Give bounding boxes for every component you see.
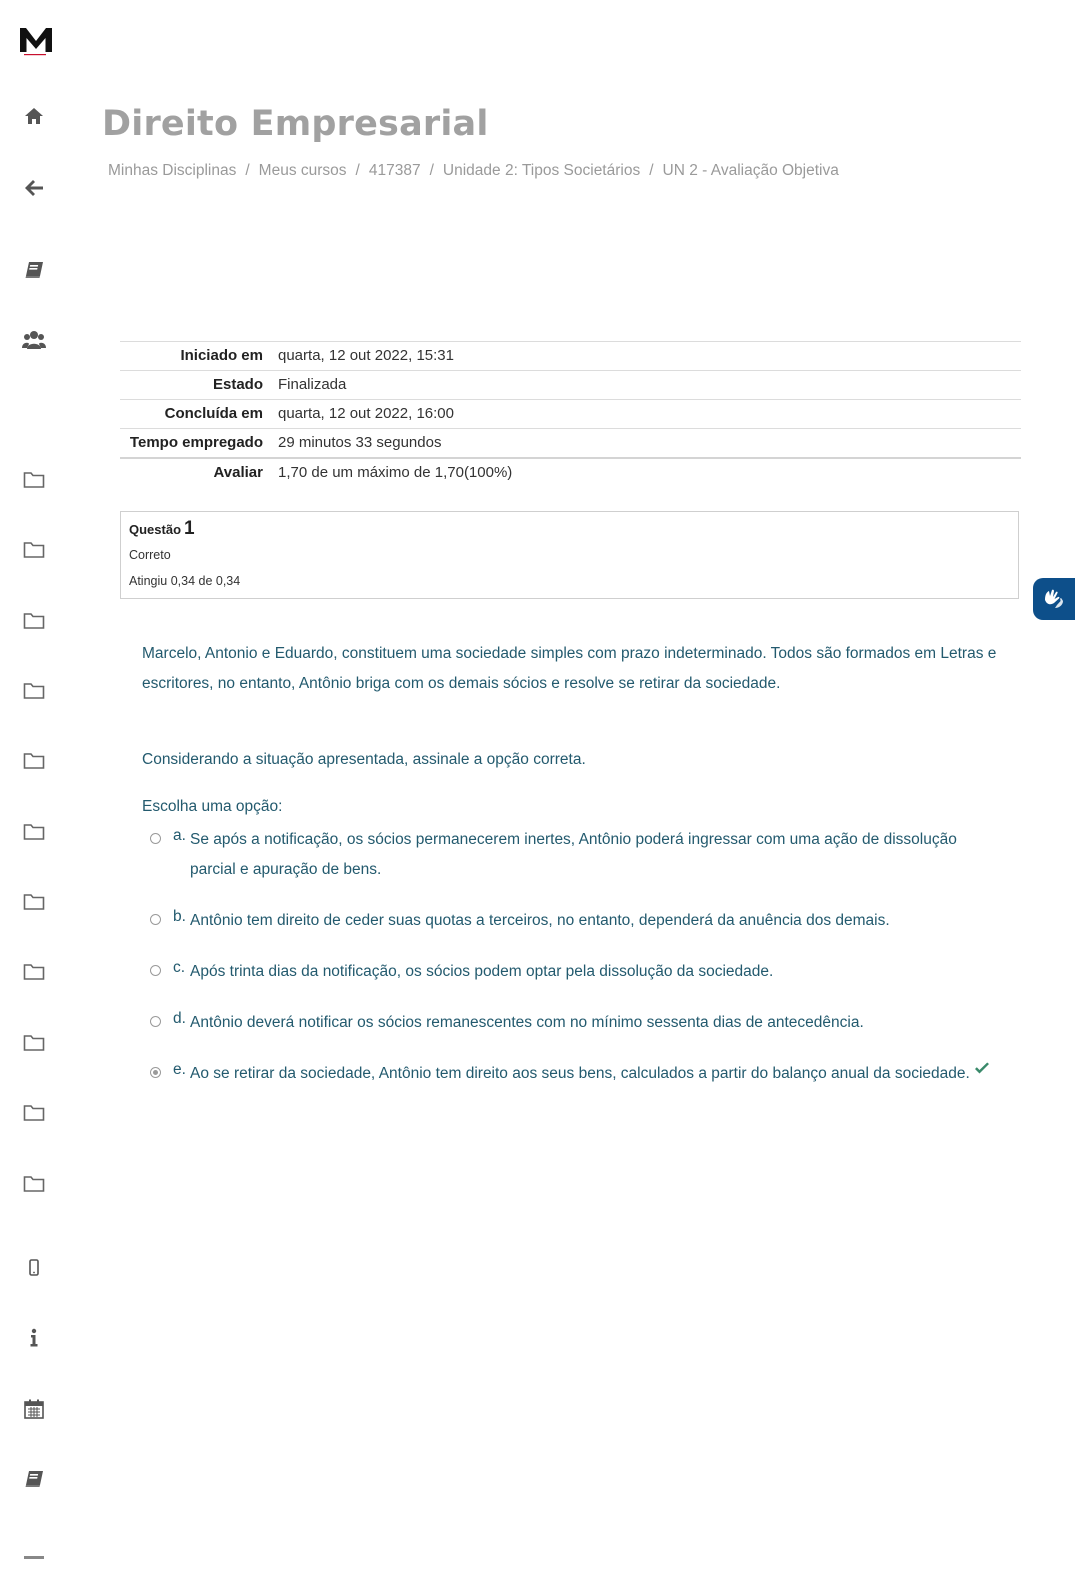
question-mark: Atingiu 0,34 de 0,34 <box>129 574 241 588</box>
breadcrumb-separator: / <box>245 162 250 179</box>
radio-button[interactable] <box>150 1016 161 1027</box>
breadcrumb-separator: / <box>355 162 360 179</box>
breadcrumb-item-minhas-disciplinas[interactable]: Minhas Disciplinas <box>108 162 237 179</box>
folder-icon[interactable] <box>22 890 46 914</box>
users-icon[interactable] <box>22 328 46 352</box>
folder-icon[interactable] <box>22 820 46 844</box>
page-title: Direito Empresarial <box>102 104 489 144</box>
option-letter: e. <box>173 1061 186 1078</box>
radio-button[interactable] <box>150 914 161 925</box>
option-text: Ao se retirar da sociedade, Antônio tem direito aos seus bens, calculados a partir do balanço anual da sociedade. <box>190 1065 970 1082</box>
answer-option-e[interactable] <box>150 1059 980 1089</box>
folder-icon[interactable] <box>22 1031 46 1055</box>
question-status: Correto <box>129 548 171 562</box>
summary-value: 29 minutos 33 segundos <box>278 429 1021 459</box>
answer-prompt: Escolha uma opção: <box>142 798 283 815</box>
summary-value: Finalizada <box>278 371 1021 400</box>
summary-label: Tempo empregado <box>120 429 278 459</box>
radio-button[interactable] <box>150 965 161 976</box>
folder-icon[interactable] <box>22 1172 46 1196</box>
accessibility-hands-icon[interactable] <box>1033 578 1075 620</box>
option-letter: c. <box>173 959 186 976</box>
folder-icon[interactable] <box>22 679 46 703</box>
radio-button-selected[interactable] <box>150 1067 161 1078</box>
folder-icon[interactable] <box>22 468 46 492</box>
breadcrumb-item-unidade[interactable]: Unidade 2: Tipos Societários <box>442 162 641 179</box>
breadcrumb-separator: / <box>429 162 434 179</box>
option-text: Após trinta dias da notificação, os sócios podem optar pela dissolução da sociedade. <box>190 963 774 980</box>
back-arrow-icon[interactable] <box>22 176 46 200</box>
summary-value: quarta, 12 out 2022, 16:00 <box>278 400 1021 429</box>
answer-option-c[interactable] <box>150 957 980 987</box>
info-icon[interactable] <box>22 1326 46 1350</box>
summary-label: Concluída em <box>120 400 278 429</box>
answer-option-b[interactable] <box>150 906 980 936</box>
question-label: Questão <box>129 522 182 537</box>
option-letter: b. <box>173 908 186 925</box>
breadcrumb <box>108 162 839 180</box>
home-icon[interactable] <box>22 104 46 128</box>
calendar-icon[interactable] <box>22 1397 46 1421</box>
summary-label: Iniciado em <box>120 342 278 371</box>
question-text: Marcelo, Antonio e Eduardo, constituem uma sociedade simples com prazo indeterminado. Todos são formados em Letras e escritores, no entanto, Antônio briga com os demais sócios e resolve se retirar da sociedade. <box>142 645 997 692</box>
book-icon[interactable] <box>22 1467 46 1491</box>
summary-label: Avaliar <box>120 458 278 487</box>
breadcrumb-separator: / <box>649 162 654 179</box>
folder-icon[interactable] <box>22 960 46 984</box>
summary-row-state <box>120 371 1021 400</box>
book-icon[interactable] <box>22 258 46 282</box>
option-text: Antônio deverá notificar os sócios remanescentes com no mínimo sessenta dias de antecedência. <box>190 1014 864 1031</box>
answer-option-d[interactable] <box>150 1008 980 1038</box>
summary-row-completed <box>120 400 1021 429</box>
summary-label: Estado <box>120 371 278 400</box>
check-icon <box>974 1062 990 1080</box>
summary-value: quarta, 12 out 2022, 15:31 <box>278 342 1021 371</box>
folder-icon[interactable] <box>22 749 46 773</box>
radio-button[interactable] <box>150 833 161 844</box>
left-sidebar <box>0 0 70 1571</box>
summary-value: 1,70 de um máximo de 1,70(100%) <box>278 458 1021 487</box>
menu-icon[interactable] <box>24 1556 44 1559</box>
mobile-icon[interactable] <box>22 1256 46 1280</box>
summary-row-grade <box>120 458 1021 487</box>
folder-icon[interactable] <box>22 1101 46 1125</box>
folder-icon[interactable] <box>22 609 46 633</box>
option-letter: d. <box>173 1010 186 1027</box>
site-logo[interactable] <box>20 26 52 56</box>
summary-row-time <box>120 429 1021 459</box>
option-letter: a. <box>173 827 186 844</box>
summary-row-started <box>120 342 1021 371</box>
breadcrumb-item-avaliacao[interactable]: UN 2 - Avaliação Objetiva <box>662 162 839 179</box>
option-text: Antônio tem direito de ceder suas quotas a terceiros, no entanto, dependerá da anuência dos demais. <box>190 912 890 929</box>
breadcrumb-item-course-id[interactable]: 417387 <box>368 162 421 179</box>
option-text: Se após a notificação, os sócios permanecerem inertes, Antônio poderá ingressar com uma ação de dissolução parcial e apuração de bens. <box>190 831 957 878</box>
attempt-summary-table <box>120 341 1021 487</box>
answer-option-a[interactable] <box>150 825 980 885</box>
question-number: 1 <box>184 518 195 539</box>
folder-icon[interactable] <box>22 538 46 562</box>
question-info-box <box>120 511 1019 599</box>
breadcrumb-item-meus-cursos[interactable]: Meus cursos <box>258 162 347 179</box>
question-instruction: Considerando a situação apresentada, assinale a opção correta. <box>142 751 586 768</box>
